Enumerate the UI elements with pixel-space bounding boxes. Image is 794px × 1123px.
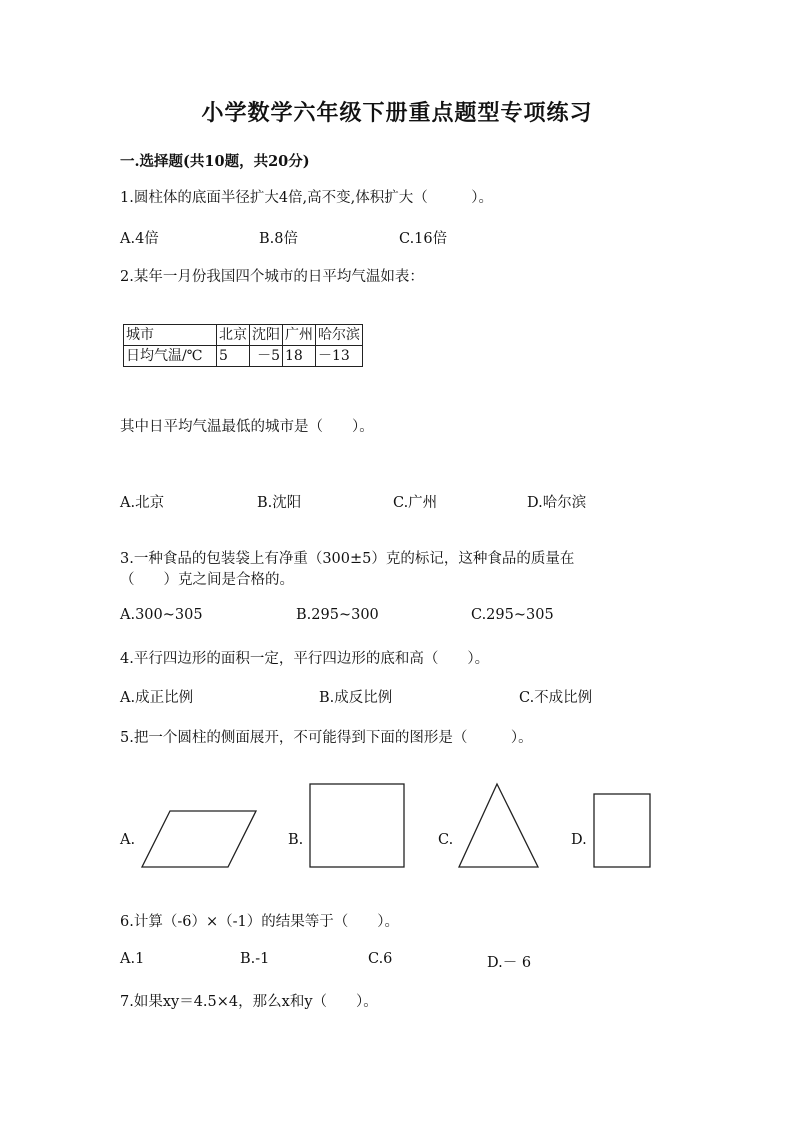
question-4-option-c[interactable]: C.不成比例 [519,690,593,706]
question-2-prompt: 其中日平均气温最低的城市是（ ）。 [120,419,374,435]
question-3-option-a[interactable]: A.300~305 [120,607,203,623]
table-cell: 沈阳 [250,325,283,346]
rectangle-figure [590,790,654,872]
table-row [124,346,363,367]
question-2-text: 2.某年一月份我国四个城市的日平均气温如表： [120,269,424,285]
table-cell: 日均气温/℃ [124,346,217,367]
table-cell: 哈尔滨 [316,325,363,346]
question-1-option-a[interactable]: A.4倍 [120,231,159,247]
table-cell: －5 [250,346,283,367]
question-4-option-a[interactable]: A.成正比例 [120,690,194,706]
question-1-text: 1.圆柱体的底面半径扩大4倍,高不变,体积扩大（ ）。 [120,190,494,206]
question-5-option-b[interactable]: B. [288,832,304,848]
question-4-option-b[interactable]: B.成反比例 [319,690,393,706]
question-7-text: 7.如果xy＝4.5×4，那么x和y（ ）。 [120,994,378,1010]
question-6-option-d[interactable]: D.－ 6 [487,955,532,971]
question-6-option-c[interactable]: C.6 [368,951,393,967]
page-title: 小学数学六年级下册重点题型专项练习 [201,100,593,126]
question-1-option-c[interactable]: C.16倍 [399,231,448,247]
question-2-option-a[interactable]: A.北京 [120,495,165,511]
question-5-option-a[interactable]: A. [120,832,136,848]
triangle-figure [455,780,543,872]
parallelogram-figure [138,807,260,871]
table-cell: 广州 [283,325,316,346]
question-4-text: 4.平行四边形的面积一定，平行四边形的底和高（ ）。 [120,651,490,667]
question-3-line-1: 3.一种食品的包装袋上有净重（300±5）克的标记，这种食品的质量在 [120,551,575,567]
question-3-option-b[interactable]: B.295~300 [296,607,379,623]
section-heading: 一.选择题(共10题，共20分) [120,153,310,170]
table-cell: 18 [283,346,316,367]
table-cell: 北京 [217,325,250,346]
question-5-option-d[interactable]: D. [571,832,587,848]
temperature-table [123,324,363,367]
question-5-option-c[interactable]: C. [438,832,454,848]
table-cell: 5 [217,346,250,367]
question-2-option-b[interactable]: B.沈阳 [257,495,302,511]
question-6-option-b[interactable]: B.-1 [240,951,270,967]
square-figure [306,780,408,872]
question-2-option-c[interactable]: C.广州 [393,495,438,511]
question-2-option-d[interactable]: D.哈尔滨 [527,495,587,511]
table-cell: －13 [316,346,363,367]
question-6-option-a[interactable]: A.1 [120,951,145,967]
question-3-option-c[interactable]: C.295~305 [471,607,554,623]
question-1-option-b[interactable]: B.8倍 [259,231,298,247]
question-3-line-2: （ ）克之间是合格的。 [120,572,294,588]
question-5-text: 5.把一个圆柱的侧面展开，不可能得到下面的图形是（ ）。 [120,730,533,746]
question-6-text: 6.计算（-6）×（-1）的结果等于（ ）。 [120,914,399,930]
table-header-row [124,325,363,346]
table-cell: 城市 [124,325,217,346]
